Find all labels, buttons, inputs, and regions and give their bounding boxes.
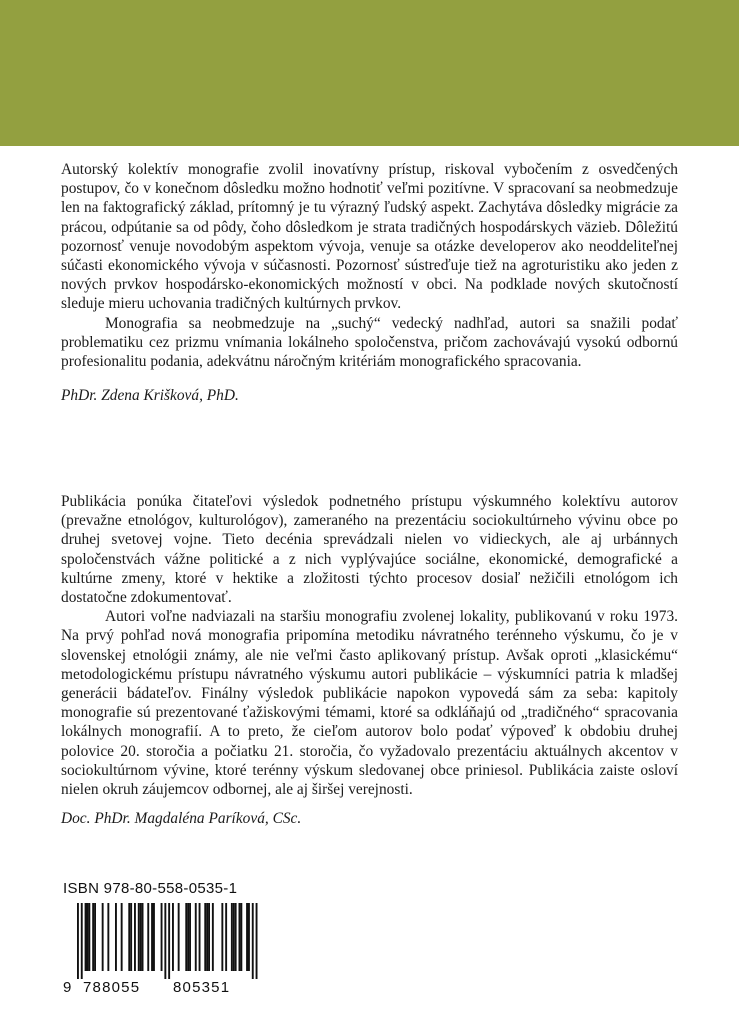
barcode-bar <box>77 903 79 979</box>
review-2-paragraph-2: Autori voľne nadviazali na staršiu monografiu zvolenej lokality, publikovanú v roku 1973. Na prvý pohľad nová monografia pripomína metodiku návratného terénneho výskumu, čo je v slovenskej etnológii známy, ale nie veľmi často aplikovaný prístup. Avšak oproti „klasickému“ metodologickému prístupu návratného výskumu autori publikácie – výskumníci patria k mladšej generácii bádateľov. Finálny výsledok publikácie napokon vypovedá sám za seba: kapitoly monografie sú prezentované ťažiskovými témami, ktoré sa odkláňajú od „tradičného“ spracovania lokálnych monografií. A to preto, že cieľom autorov bolo podať výpoveď k obdobiu druhej polovice 20. storočia a počiatku 21. storočia, čo vyžadovalo prezentáciu aktuálnych akcentov v sociokultúrnom vývine, ktoré terénny výskum sledovanej obce priniesol. Publikácia zaiste osloví nielen okruh záujemcov odbornej, ale aj širšej verejnosti. <box>61 608 678 799</box>
barcode-bar <box>199 903 201 971</box>
barcode-bar <box>208 903 210 971</box>
barcode-bar <box>115 903 117 971</box>
barcode-bar <box>87 903 89 971</box>
ean13-barcode <box>63 903 263 981</box>
barcode-bar <box>246 903 248 971</box>
barcode-bar <box>185 903 187 971</box>
barcode-bar <box>239 903 241 971</box>
barcode-bar <box>88 903 90 971</box>
isbn-label: ISBN 978-80-558-0535-1 <box>63 880 238 897</box>
barcode-right-digits: 805351 <box>173 979 231 996</box>
review-1-paragraph-1: Autorský kolektív monografie zvolil inovatívny prístup, riskoval vybočením z osvedčených postupov, čo v konečnom dôsledku možno hodnotiť veľmi pozitívne. V spracovaní sa neobmedzuje len na faktografický základ, prítomný je tu výrazný ľudský aspekt. Zachytáva dôsledky migrácie za prácou, odpútanie sa od pôdy, čoho dôsledkom je strata tradičných hospodárskych väzieb. Dôležitú pozornosť venuje novodobým aspektom vývoja, venuje sa otázke developerov ako neoddeliteľnej súčasti ekonomického vývoja v súčasnosti. Pozornosť sústreďuje tiež na agroturistiku ako jeden z nových prvkov hospodársko-ekonomických možností v obci. Na podklade nových skutočností sleduje mieru uchovania tradičných kultúrnych prvkov. <box>61 161 678 313</box>
barcode-bar <box>256 903 258 979</box>
review-1 <box>61 160 678 405</box>
barcode-bar <box>221 903 223 971</box>
barcode-left-digits: 788055 <box>83 979 141 996</box>
barcode-bar <box>248 903 250 971</box>
barcode-bar <box>94 903 96 971</box>
barcode-bar <box>134 903 136 971</box>
barcode-bar <box>212 903 214 971</box>
barcode-first-digit: 9 <box>63 979 72 996</box>
barcode-bar <box>231 903 233 971</box>
review-2-paragraph-1: Publikácia ponúka čitateľovi výsledok podnetného prístupu výskumného kolektívu autorov (prevažne etnológov, kulturológov), zameraného na prezentáciu sociokultúrneho vývinu obce po druhej svetovej vojne. Tieto decénia sprevádzali nielen vo vidieckych, ale aj urbánnych spoločenstvách vážne politické a z nich vyplývajúce sociálne, ekonomické, demografické a kultúrne zmeny, ktoré v hektike a zložitosti týchto procesov dosiaľ nežičili etnológom ich dostatočne zdokumentovať. <box>61 493 678 607</box>
barcode-bar <box>204 903 206 971</box>
barcode-bar <box>130 903 132 971</box>
review-2-signature: Doc. PhDr. Magdaléna Paríková, CSc. <box>61 810 302 828</box>
barcode-bar <box>161 903 163 971</box>
barcode-bar <box>121 903 123 971</box>
barcode-bar <box>225 903 227 971</box>
barcode-bar <box>147 903 149 971</box>
barcode-bar <box>153 903 155 971</box>
barcode-bar <box>168 903 170 979</box>
barcode-bar <box>189 903 191 971</box>
barcode-bar <box>102 903 104 971</box>
isbn-block <box>63 880 263 999</box>
barcode-bar <box>81 903 83 979</box>
barcode-bar <box>252 903 254 979</box>
barcode-bar <box>140 903 142 971</box>
barcode-bar <box>142 903 144 971</box>
review-1-paragraph-2: Monografia sa neobmedzuje na „suchý“ vedecký nadhľad, autori sa snažili podať problematiku cez prizmu vnímania lokálneho spoločenstva, pričom zachovávajú vysokú odbornú profesionalitu podania, adekvátnu náročným kritériám monografického spracovania. <box>61 314 678 371</box>
barcode-digits <box>63 979 263 999</box>
barcode-bar <box>233 903 235 971</box>
review-2 <box>61 492 678 828</box>
barcode-bar <box>92 903 94 971</box>
barcode-bar <box>235 903 237 971</box>
barcode-bar <box>85 903 87 971</box>
barcode-bar <box>240 903 242 971</box>
cover-top-band <box>0 0 739 146</box>
barcode-bar <box>138 903 140 971</box>
barcode-bar <box>128 903 130 971</box>
barcode-bar <box>164 903 166 979</box>
barcode-bar <box>107 903 109 971</box>
review-1-signature: PhDr. Zdena Krišková, PhD. <box>61 387 239 405</box>
barcode-bar <box>187 903 189 971</box>
barcode-bar <box>172 903 174 971</box>
barcode-bar <box>195 903 197 971</box>
barcode-bar <box>178 903 180 971</box>
barcode-bar <box>151 903 153 971</box>
barcode-bar <box>206 903 208 971</box>
